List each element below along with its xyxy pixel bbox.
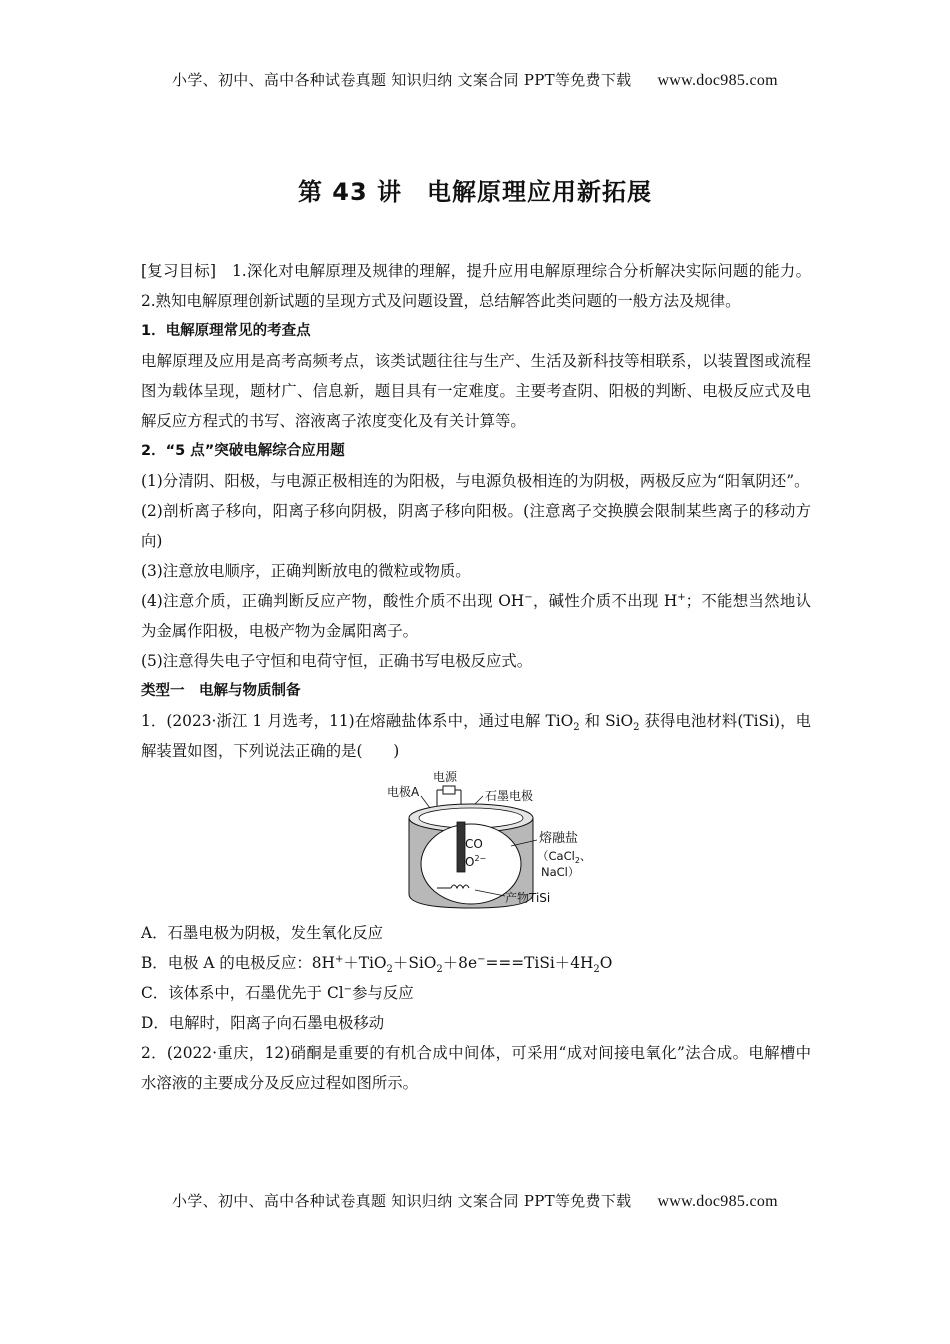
section1-body: 电解原理及应用是高考高频考点，该类试题往往与生产、生活及新科技等相联系，以装置图或流程图为载体呈现，题材广、信息新，题目具有一定难度。主要考查阴、阳极的判断、电极反应式及电解反应方程式的书写、溶液离子浓度变化及有关计算等。: [141, 352, 811, 430]
salt-comp-1: （CaCl$_2$、: [537, 849, 592, 865]
question-2-stem: 2．(2022·重庆，12)硝酮是重要的有机合成中间体，可采用“成对间接电氧化”法合成。电解槽中水溶液的主要成分及反应过程如图所示。: [141, 1044, 811, 1092]
option-b: B．电极 A 的电极反应：$8H^++TiO_2+SiO_2+8e^-===TiSi+4H_2O$: [141, 953, 613, 976]
point-4: (4)注意介质，正确判断反应产物，酸性介质不出现 OH−，碱性介质不出现 H+；不能想当然地认为金属作阳极，电极产物为金属阳离子。: [141, 591, 811, 640]
o2-label: $O^{2-}$: [465, 854, 487, 869]
review-text: 1.深化对电解原理及规律的理解，提升应用电解原理综合分析解决实际问题的能力。2.熟知电解原理创新试题的呈现方式及问题设置，总结解答此类问题的一般方法及规律。: [141, 262, 811, 310]
section1-heading: 1．电解原理常见的考查点: [141, 323, 311, 339]
type1-heading: 类型一 电解与物质制备: [141, 683, 301, 699]
electrolysis-diagram: [141, 768, 811, 912]
salt-label: 熔融盐: [539, 831, 579, 846]
option-d: D．电解时，阳离子向石墨电极移动: [141, 1014, 385, 1032]
section2-heading: 2．“5 点”突破电解综合应用题: [141, 443, 345, 459]
electrode-a-label: 电极A: [387, 785, 420, 799]
graphite-label: 石墨电极: [485, 789, 534, 803]
point-2: (2)剖析离子移向，阳离子移向阴极，阴离子移向阳极。(注意离子交换膜会限制某些离子的移动方向): [141, 502, 811, 550]
review-label: [复习目标]: [141, 262, 216, 280]
footer-text: 小学、初中、高中各种试卷真题 知识归纳 文案合同 PPT等免费下载: [172, 1192, 632, 1210]
power-label: 电源: [433, 770, 458, 784]
review-goals: [141, 256, 811, 316]
header-site[interactable]: www.doc985.com: [657, 72, 778, 89]
page-title: 第 43 讲 电解原理应用新拓展: [297, 178, 653, 206]
graphite-electrode: [457, 822, 465, 872]
electrolysis-cell-figure: [381, 768, 592, 912]
option-c: C．该体系中，石墨优先于 Cl−参与反应: [141, 983, 414, 1002]
option-a: A．石墨电极为阴极，发生氧化反应: [141, 924, 383, 942]
question-1-stem: 1．(2023·浙江 1 月选考，11)在熔融盐体系中，通过电解 TiO$_2$ 和 SiO$_2$ 获得电池材料(TiSi)，电解装置如图，下列说法正确的是( ): [141, 712, 811, 760]
salt-comp-2: NaCl）: [541, 865, 580, 879]
co-label: CO: [465, 837, 483, 851]
page-header: [0, 69, 950, 90]
power-source-icon: [443, 786, 455, 794]
page-footer: [0, 1190, 950, 1211]
footer-site[interactable]: www.doc985.com: [657, 1193, 778, 1210]
point-3: (3)注意放电顺序，正确判断放电的微粒或物质。: [141, 562, 471, 580]
point-1: (1)分清阴、阳极，与电源正极相连的为阳极，与电源负极相连的为阴极，两极反应为“阳氧阴还”。: [141, 472, 810, 490]
header-text: 小学、初中、高中各种试卷真题 知识归纳 文案合同 PPT等免费下载: [172, 71, 632, 89]
product-label: 产物TiSi: [505, 891, 551, 905]
point-5: (5)注意得失电子守恒和电荷守恒，正确书写电极反应式。: [141, 652, 533, 670]
main-content: [141, 256, 811, 1098]
